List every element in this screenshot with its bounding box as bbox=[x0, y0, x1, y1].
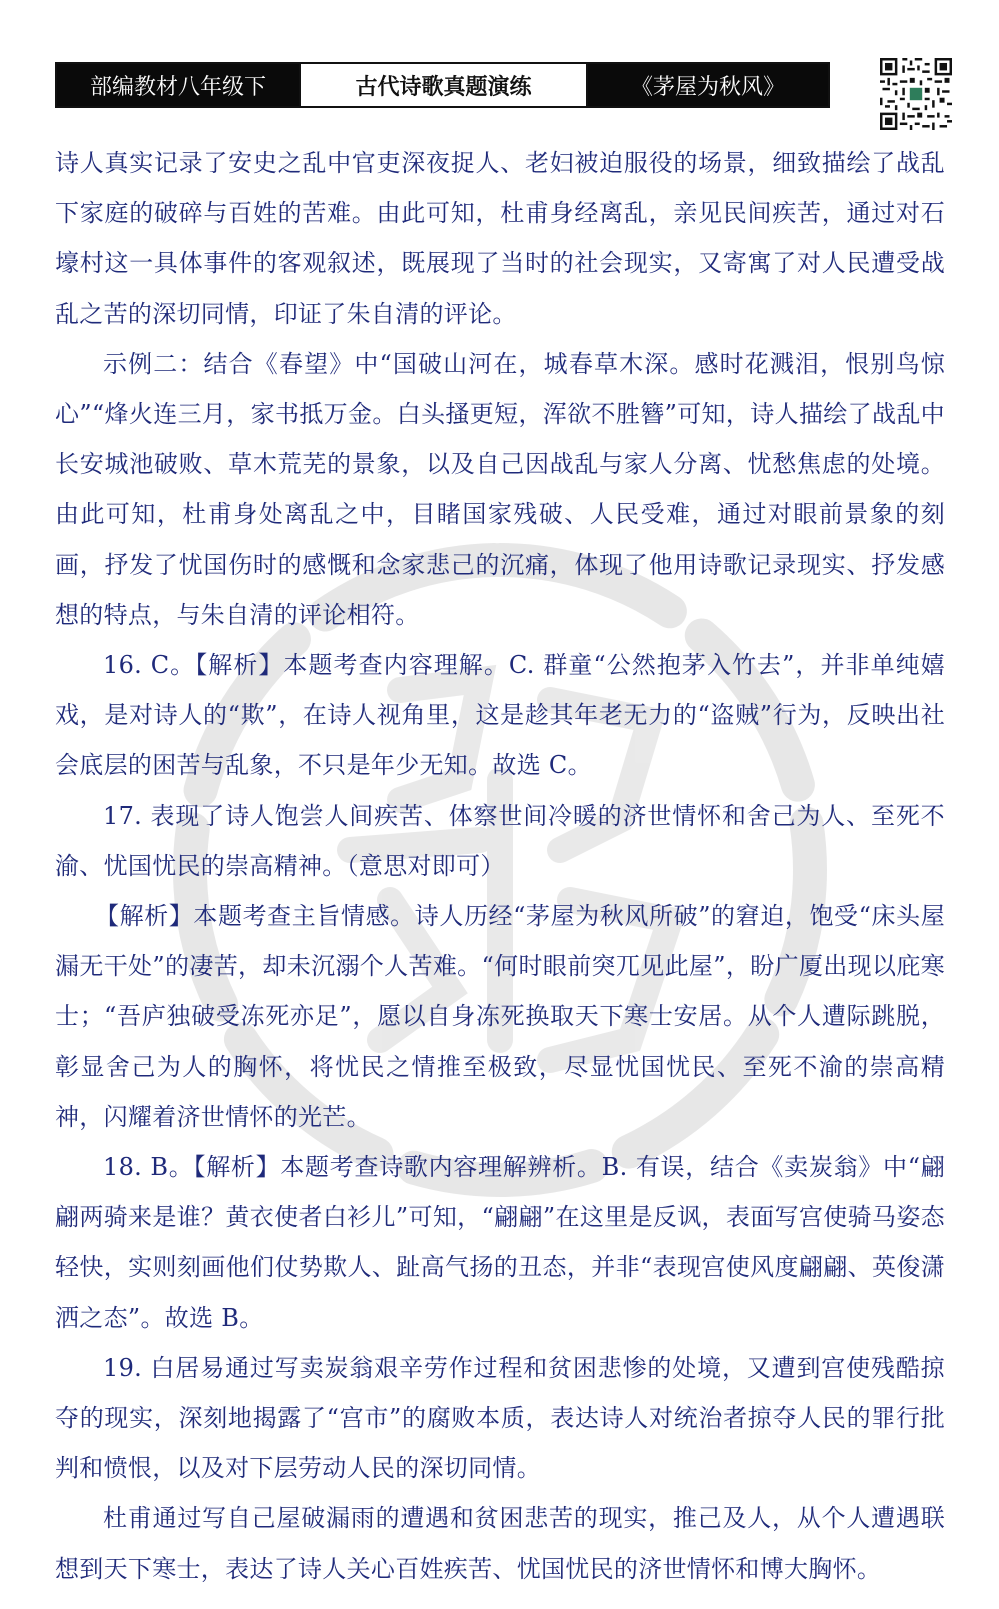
paragraph-answer-16: 16. C。【解析】本题考查内容理解。C. 群童“公然抱茅入竹去”，并非单纯嬉戏，是对诗人的“欺”，在诗人视角里，这是趁其年老无力的“盗贼”行为，反映出社会底层的困苦与乱象，不只是年少无知。故选 C。 bbox=[55, 651, 945, 780]
answer-text-body bbox=[55, 138, 945, 1594]
header-bar bbox=[55, 62, 830, 108]
header-textbook-label: 部编教材八年级下 bbox=[57, 64, 299, 106]
header-section-title: 古代诗歌真题演练 bbox=[299, 64, 588, 106]
paragraph-1: 诗人真实记录了安史之乱中官吏深夜捉人、老妇被迫服役的场景，细致描绘了战乱下家庭的破碎与百姓的苦难。由此可知，杜甫身经离乱，亲见民间疾苦，通过对石壕村这一具体事件的客观叙述，既展现了当时的社会现实，又寄寓了对人民遭受战乱之苦的深切同情，印证了朱自清的评论。 bbox=[55, 149, 945, 328]
qr-code-icon bbox=[880, 58, 952, 130]
paragraph-answer-19-dufu: 杜甫通过写自己屋破漏雨的遭遇和贫困悲苦的现实，推己及人，从个人遭遇联想到天下寒士，表达了诗人关心百姓疾苦、忧国忧民的济世情怀和博大胸怀。 bbox=[55, 1504, 945, 1583]
paragraph-example-2: 示例二：结合《春望》中“国破山河在，城春草木深。感时花溅泪，恨别鸟惊心”“烽火连三月，家书抵万金。白头搔更短，浑欲不胜簪”可知，诗人描绘了战乱中长安城池破败、草木荒芜的景象，以及自己因战乱与家人分离、忧愁焦虑的处境。由此可知，杜甫身处离乱之中，目睹国家残破、人民受难，通过对眼前景象的刻画，抒发了忧国伤时的感慨和念家悲己的沉痛，体现了他用诗歌记录现实、抒发感想的特点，与朱自清的评论相符。 bbox=[55, 349, 945, 629]
paragraph-answer-17: 17. 表现了诗人饱尝人间疾苦、体察世间冷暖的济世情怀和舍己为人、至死不渝、忧国忧民的崇高精神。（意思对即可） bbox=[55, 801, 945, 880]
header-poem-title: 《茅屋为秋风》 bbox=[588, 64, 828, 106]
paragraph-answer-18: 18. B。【解析】本题考查诗歌内容理解辨析。B. 有误，结合《卖炭翁》中“翩翩两骑来是谁？黄衣使者白衫儿”可知，“翩翩”在这里是反讽，表面写宫使骑马姿态轻快，实则刻画他们仗势欺人、趾高气扬的丑态，并非“表现宫使风度翩翩、英俊潇洒之态”。故选 B。 bbox=[55, 1153, 945, 1332]
paragraph-analysis-17: 【解析】本题考查主旨情感。诗人历经“茅屋为秋风所破”的窘迫，饱受“床头屋漏无干处”的凄苦，却未沉溺个人苦难。“何时眼前突兀见此屋”，盼广厦出现以庇寒士；“吾庐独破受冻死亦足”，愿以自身冻死换取天下寒士安居。从个人遭际跳脱，彰显舍己为人的胸怀，将忧民之情推至极致，尽显忧国忧民、至死不渝的崇高精神，闪耀着济世情怀的光芒。 bbox=[55, 902, 945, 1131]
paragraph-answer-19: 19. 白居易通过写卖炭翁艰辛劳作过程和贫困悲惨的处境，又遭到宫使残酷掠夺的现实，深刻地揭露了“宫市”的腐败本质，表达诗人对统治者掠夺人民的罪行批判和愤恨，以及对下层劳动人民的深切同情。 bbox=[55, 1353, 945, 1483]
